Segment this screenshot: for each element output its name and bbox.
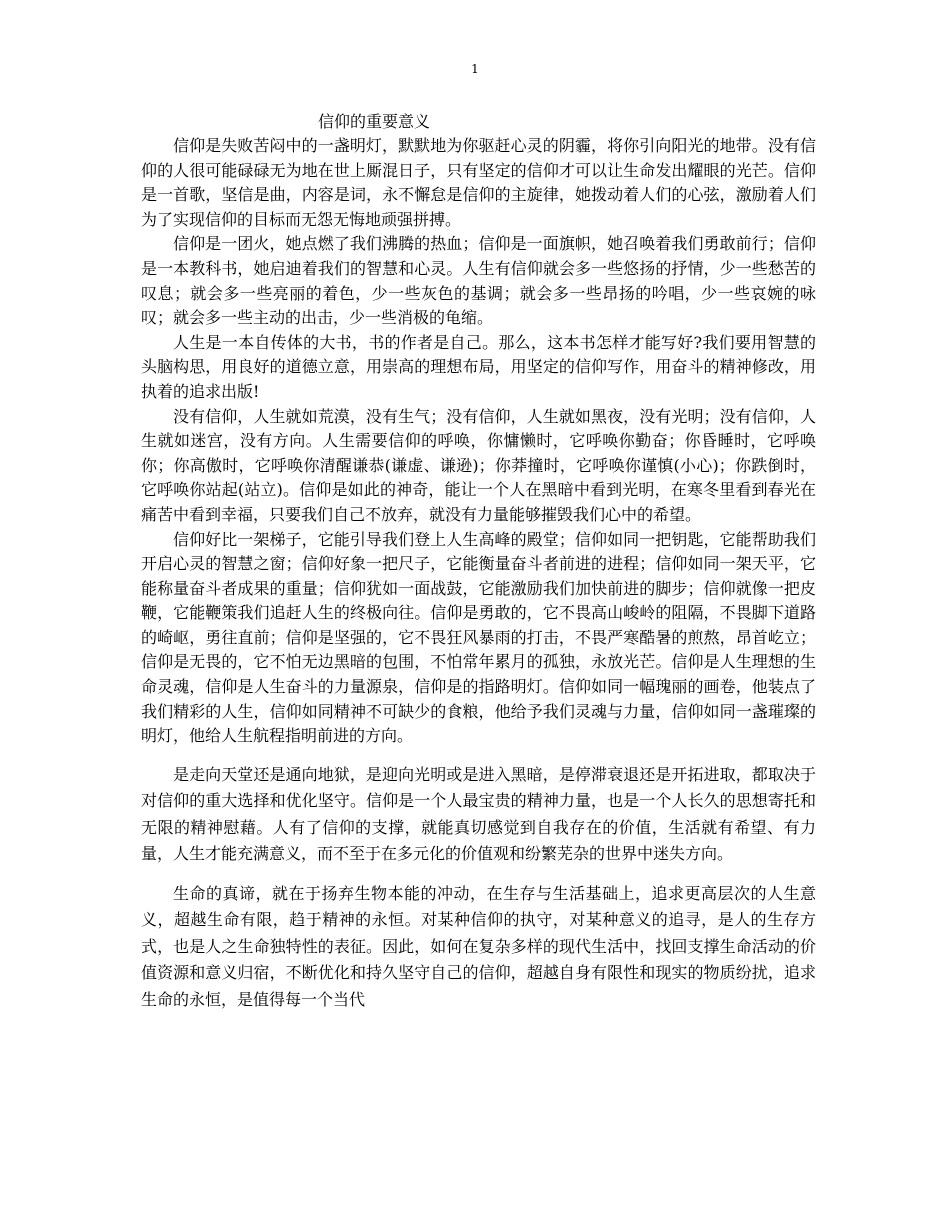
page-number: 1 bbox=[471, 62, 479, 76]
document-title: 信仰的重要意义 bbox=[318, 112, 431, 131]
paragraph: 信仰好比一架梯子，它能引导我们登上人生高峰的殿堂；信仰如同一把钥匙，它能帮助我们开启心灵的智慧之窗；信仰好象一把尺子，它能衡量奋斗者前进的进程；信仰如同一架天平，它能称量奋斗者成果的重量；信仰犹如一面战鼓，它能激励我们加快前进的脚步；信仰就像一把皮鞭，它能鞭策我们追赶人生的终极向往。信仰是勇敢的，它不畏高山峻岭的阻隔，不畏脚下道路的崎岖，勇往直前；信仰是坚强的，它不畏狂风暴雨的打击，不畏严寒酷暑的煎熬，昂首屹立；信仰是无畏的，它不怕无边黑暗的包围，不怕常年累月的孤独，永放光芒。信仰是人生理想的生命灵魂，信仰是人生奋斗的力量源泉，信仰是的指路明灯。信仰如同一幅瑰丽的画卷，他装点了我们精彩的人生，信仰如同精神不可缺少的食粮，他给予我们灵魂与力量，信仰如同一盏璀璨的明灯，他给人生航程指明前进的方向。 bbox=[141, 529, 816, 746]
paragraph: 人生是一本自传体的大书，书的作者是自己。那么，这本书怎样才能写好?我们要用智慧的头脑构思，用良好的道德立意，用崇高的理想布局，用坚定的信仰写作，用奋斗的精神修改，用执着的追求出版! bbox=[141, 332, 816, 401]
paragraph: 信仰是失败苦闷中的一盏明灯，默默地为你驱赶心灵的阴霾，将你引向阳光的地带。没有信仰的人很可能碌碌无为地在世上厮混日子，只有坚定的信仰才可以让生命发出耀眼的光芒。信仰是一首歌，坚信是曲，内容是词，永不懈怠是信仰的主旋律，她拨动着人们的心弦，激励着人们为了实现信仰的目标而无怨无悔地顽强拼搏。 bbox=[141, 136, 816, 229]
paragraph: 信仰是一团火，她点燃了我们沸腾的热血；信仰是一面旗帜，她召唤着我们勇敢前行；信仰是一本教科书，她启迪着我们的智慧和心灵。人生有信仰就会多一些悠扬的抒情，少一些愁苦的叹息；就会多一些亮丽的着色，少一些灰色的基调；就会多一些昂扬的吟唱，少一些哀婉的咏叹；就会多一些主动的出击，少一些消极的龟缩。 bbox=[141, 234, 816, 328]
paragraph: 是走向天堂还是通向地狱，是迎向光明或是进入黑暗，是停滞衰退还是开拓进取，都取决于对信仰的重大选择和优化坚守。信仰是一个人最宝贵的精神力量，也是一个人长久的思想寄托和无限的精神慰藉。人有了信仰的支撑，就能真切感觉到自我存在的价值，生活就有希望、有力量，人生才能充满意义，而不至于在多元化的价值观和纷繁芜杂的世界中迷失方向。 bbox=[141, 764, 816, 864]
paragraph: 生命的真谛，就在于扬弃生物本能的冲动，在生存与生活基础上，追求更高层次的人生意义，超越生命有限，趋于精神的永恒。对某种信仰的执守，对某种意义的追寻，是人的生存方式，也是人之生命独特性的表征。因此，如何在复杂多样的现代生活中，找回支撑生命活动的价值资源和意义归宿，不断优化和持久坚守自己的信仰，超越自身有限性和现实的物质纷扰，追求生命的永恒，是值得每一个当代 bbox=[141, 883, 816, 1009]
paragraph: 没有信仰，人生就如荒漠，没有生气；没有信仰，人生就如黑夜，没有光明；没有信仰，人生就如迷宫，没有方向。人生需要信仰的呼唤，你慵懒时，它呼唤你勤奋；你昏睡时，它呼唤你；你高傲时，它呼唤你清醒谦恭(谦虚、谦逊)；你莽撞时，它呼唤你谨慎(小心)；你跌倒时，它呼唤你站起(站立)。信仰是如此的神奇，能让一个人在黑暗中看到光明，在寒冬里看到春光在痛苦中看到幸福，只要我们自己不放弃，就没有力量能够摧毁我们心中的希望。 bbox=[141, 406, 816, 524]
document-body bbox=[141, 134, 816, 1013]
